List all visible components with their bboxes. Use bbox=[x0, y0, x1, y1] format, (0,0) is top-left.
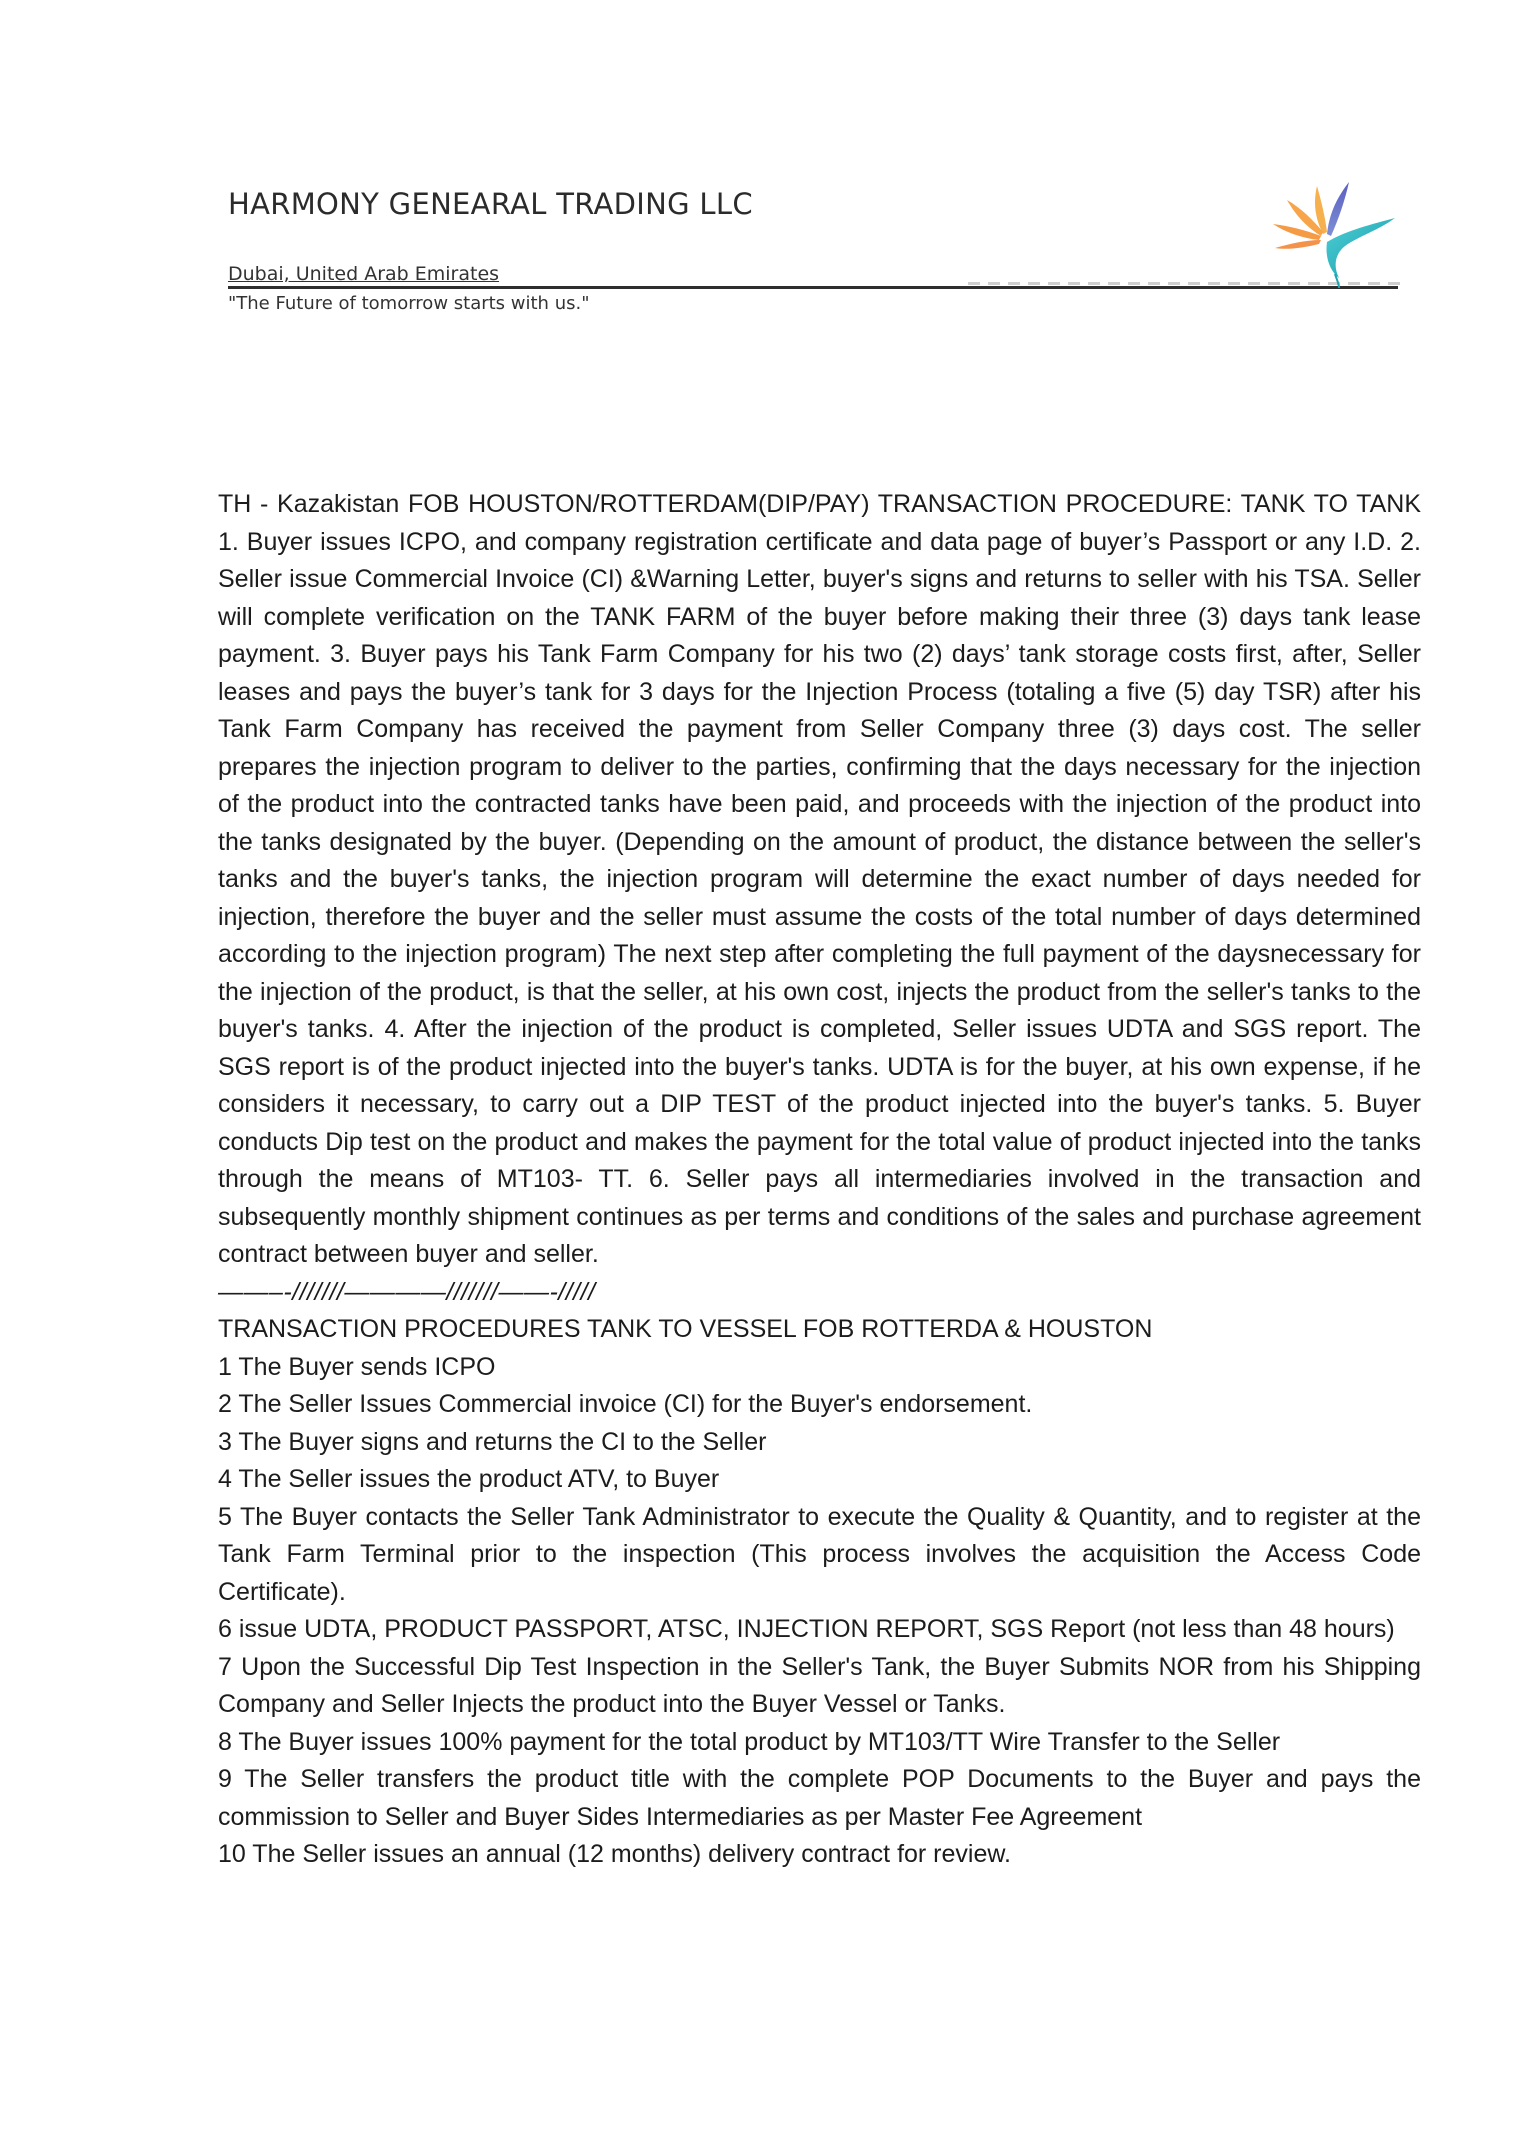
letterhead bbox=[228, 186, 1408, 314]
procedure-step: 6 issue UDTA, PRODUCT PASSPORT, ATSC, INJECTION REPORT, SGS Report (not less than 48 hours) bbox=[218, 1615, 1395, 1643]
logo-petal bbox=[1327, 182, 1349, 236]
logo-stem bbox=[1327, 218, 1396, 278]
tank-to-vessel-steps bbox=[218, 1349, 1421, 1874]
tank-to-vessel-heading: TRANSACTION PROCEDURES TANK TO VESSEL FOB ROTTERDA & HOUSTON bbox=[218, 1315, 1153, 1343]
procedure-step: 9 The Seller transfers the product title with the complete POP Documents to the Buyer and pays the commission to Seller and Buyer Sides Intermediaries as per Master Fee Agreement bbox=[218, 1765, 1421, 1831]
procedure-step: 3 The Buyer signs and returns the CI to the Seller bbox=[218, 1427, 767, 1456]
procedure-step: 4 The Seller issues the product ATV, to Buyer bbox=[218, 1465, 720, 1493]
procedure-step: 1 The Buyer sends ICPO bbox=[218, 1352, 496, 1381]
document-body bbox=[218, 486, 1421, 1874]
procedure-step: 2 The Seller Issues Commercial invoice (CI) for the Buyer's endorsement. bbox=[218, 1390, 1033, 1418]
procedure-step: 5 The Buyer contacts the Seller Tank Administrator to execute the Quality & Quantity, and to register at the Tank Farm Terminal prior to the inspection (This process involves the acquisition the Access Code Certificate). bbox=[218, 1502, 1421, 1606]
company-tagline: "The Future of tomorrow starts with us." bbox=[228, 293, 590, 314]
bird-of-paradise-flower-logo-icon bbox=[1255, 178, 1405, 290]
header-divider bbox=[228, 286, 1398, 289]
procedure-step: 7 Upon the Successful Dip Test Inspection in the Seller's Tank, the Buyer Submits NOR from his Shipping Company and Seller Injects the product into the Buyer Vessel or Tanks. bbox=[218, 1652, 1421, 1718]
tank-to-tank-procedure: TH - Kazakistan FOB HOUSTON/ROTTERDAM(DIP/PAY) TRANSACTION PROCEDURE: TANK TO TANK 1. Buyer issues ICPO, and company registration certificate and data page of buyer’s Passport or any I.D. 2. Seller issue Commercial Invoice (CI) &Warning Letter, buyer's signs and returns to seller with his TSA. Seller will complete verification on the TANK FARM of the buyer before making their three (3) days tank lease payment. 3. Buyer pays his Tank Farm Company for his two (2) days’ tank storage costs first, after, Seller leases and pays the buyer’s tank for 3 days for the Injection Process (totaling a five (5) day TSR) after his Tank Farm Company has received the payment from Seller Company three (3) days cost. The seller prepares the injection program to deliver to the parties, confirming that the days necessary for the injection of the product into the contracted tanks have been paid, and proceeds with the injection of the product into the tanks designated by the buyer. (Depending on the amount of product, the distance between the seller's tanks and the buyer's tanks, the injection program will determine the exact number of days needed for injection, therefore the buyer and the seller must assume the costs of the total number of days determined according to the injection program) The next step after completing the full payment of the daysnecessary for the injection of the product, is that the seller, at his own cost, injects the product from the seller's tanks to the buyer's tanks. 4. After the injection of the product is completed, Seller issues UDTA and SGS report. The SGS report is of the product injected into the buyer's tanks. UDTA is for the buyer, at his own expense, if he considers it necessary, to carry out a DIP TEST of the product injected into the buyer's tanks. 5. Buyer conducts Dip test on the product and makes the payment for the total value of product injected into the tanks through the means of MT103- TT. 6. Seller pays all intermediaries involved in the transaction and subsequently monthly shipment continues as per terms and conditions of the sales and purchase agreement contract between buyer and seller. bbox=[218, 490, 1421, 1268]
logo-petal bbox=[1275, 240, 1321, 249]
company-location: Dubai, United Arab Emirates bbox=[228, 263, 500, 285]
section-separator: ——–-///////————///////——-///// bbox=[218, 1277, 596, 1306]
procedure-step: 8 The Buyer issues 100% payment for the total product by MT103/TT Wire Transfer to the Seller bbox=[218, 1727, 1281, 1756]
company-name: HARMONY GENEARAL TRADING LLC bbox=[228, 187, 753, 221]
procedure-step: 10 The Seller issues an annual (12 months) delivery contract for review. bbox=[218, 1840, 1011, 1868]
